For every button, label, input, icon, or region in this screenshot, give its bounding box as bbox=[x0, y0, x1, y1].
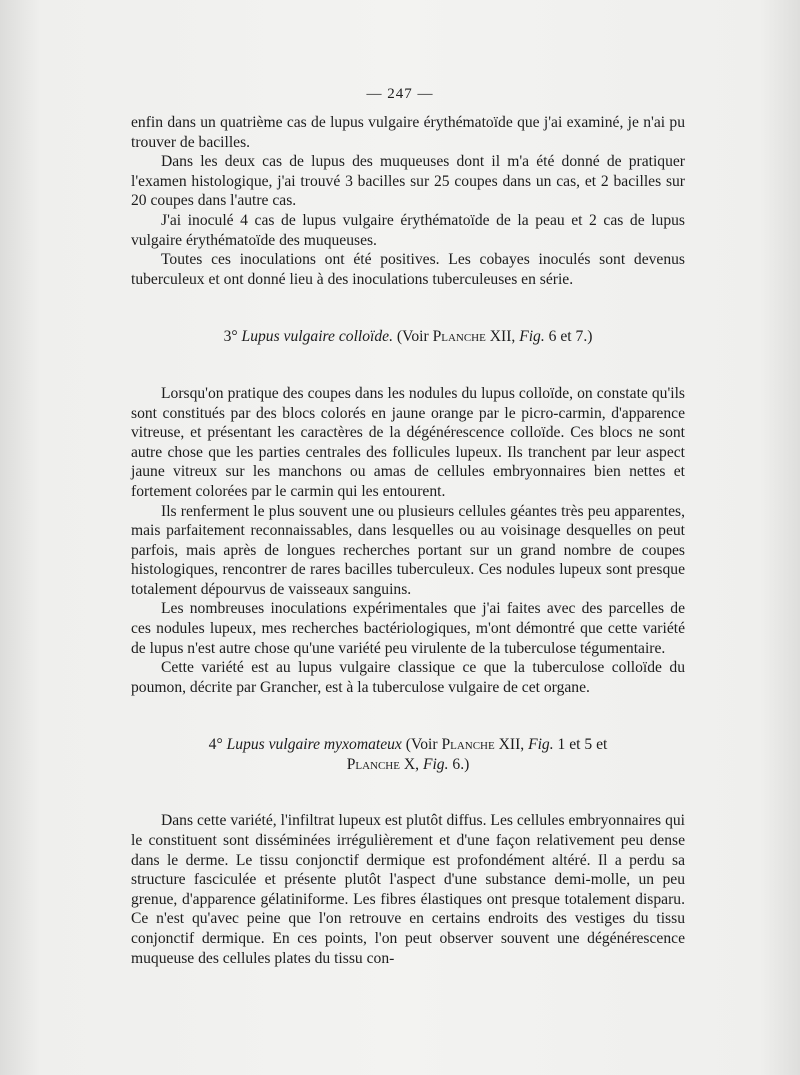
paragraph: Lorsqu'on pratique des coupes dans les nodules du lupus colloïde, on constate qu'ils sont constitués par des blocs colorés en jaune orange par le picro-carmin, d'apparence vitreuse, et présentant les caractères de la dégénérescence colloïde. Ces blocs ne sont autre chose que les parties centrales des follicules lupeux. Ils tranchent par leur aspect jaune vitreux sur les manchons ou amas de cellules embryonnaires bien nettes et fortement colorées par le carmin qui les entourent. bbox=[131, 384, 685, 500]
section-heading-4 bbox=[131, 735, 685, 775]
paragraph: Dans les deux cas de lupus des muqueuses dont il m'a été donné de pratiquer l'examen histologique, j'ai trouvé 3 bacilles sur 25 coupes dans un cas, et 2 bacilles sur 20 coupes dans l'autre cas. bbox=[131, 153, 685, 210]
paragraph: enfin dans un quatrième cas de lupus vulgaire érythématoïde que j'ai examiné, je n'ai pu trouver de bacilles. bbox=[131, 114, 685, 151]
ref-fig: Fig. bbox=[519, 328, 545, 346]
ref-fig: Fig. bbox=[422, 756, 449, 774]
paragraph: Les nombreuses inoculations expérimentales que j'ai faites avec des parcelles de ces nodules lupeux, mes recherches bactériologiques, m'ont démontré que cette variété de lupus n'est autre chose qu'une variété peu virulente de la tuberculose tégumentaire. bbox=[131, 600, 685, 657]
paragraph: Dans cette variété, l'infiltrat lupeux est plutôt diffus. Les cellules embryonnaires qui le constituent sont disséminées irrégulièrement et d'une façon relativement peu dense dans le derme. Le tissu conjonctif dermique est profondément altéré. Il a perdu sa structure fasciculée et présente plutôt l'aspect d'une substance demi-molle, un peu grenue, d'apparence gélatiniforme. Les fibres élastiques ont presque totalement disparu. Ce n'est qu'avec peine que l'on retrouve en certains endroits des vestiges du tissu conjonctif dermique. En ces points, l'on peut observer souvent une dégénérescence muqueuse des cellules plates du tissu con- bbox=[131, 812, 685, 967]
section-number: 3° bbox=[223, 328, 238, 346]
section-heading-3 bbox=[131, 327, 685, 347]
ref-planche: Planche bbox=[432, 328, 486, 346]
ref-planche: Planche bbox=[441, 736, 495, 754]
section-title: Lupus vulgaire colloïde. bbox=[241, 328, 393, 346]
section-title: Lupus vulgaire myxomateux bbox=[226, 736, 402, 754]
section-number: 4° bbox=[208, 736, 223, 754]
paragraph: Cette variété est au lupus vulgaire classique ce que la tuberculose colloïde du poumon, décrite par Grancher, est à la tuberculose vulgaire de cet organe. bbox=[131, 659, 685, 696]
ref-text: (Voir bbox=[405, 736, 438, 754]
page-number: — 247 — bbox=[366, 86, 434, 102]
ref-text: 1 et 5 et bbox=[557, 736, 608, 754]
body-text bbox=[131, 113, 685, 968]
paragraph: J'ai inoculé 4 cas de lupus vulgaire érythématoïde de la peau et 2 cas de lupus vulgaire érythématoïde des muqueuses. bbox=[131, 211, 685, 249]
ref-text: XII, bbox=[498, 736, 525, 754]
paragraph: Toutes ces inoculations ont été positives. Les cobayes inoculés sont devenus tuberculeux et ont donné lieu à des inoculations tuberculeuses en série. bbox=[131, 251, 685, 288]
ref-text: 6 et 7.) bbox=[548, 328, 593, 346]
ref-text: X, bbox=[403, 756, 420, 774]
ref-text: 6.) bbox=[452, 756, 470, 774]
paragraph: Ils renferment le plus souvent une ou plusieurs cellules géantes très peu apparentes, mais parfaitement reconnaissables, dans lesquelles ou au voisinage desquelles on peut parfois, mais après de longues recherches portant sur un grand nombre de coupes histologiques, rencontrer de rares bacilles tuberculeux. Ces nodules lupeux sont presque totalement dépourvus de vaisseaux sanguins. bbox=[131, 502, 685, 598]
ref-planche: Planche bbox=[346, 756, 400, 774]
ref-fig: Fig. bbox=[528, 736, 554, 754]
ref-text: (Voir bbox=[396, 328, 429, 346]
ref-text: XII, bbox=[489, 328, 516, 346]
